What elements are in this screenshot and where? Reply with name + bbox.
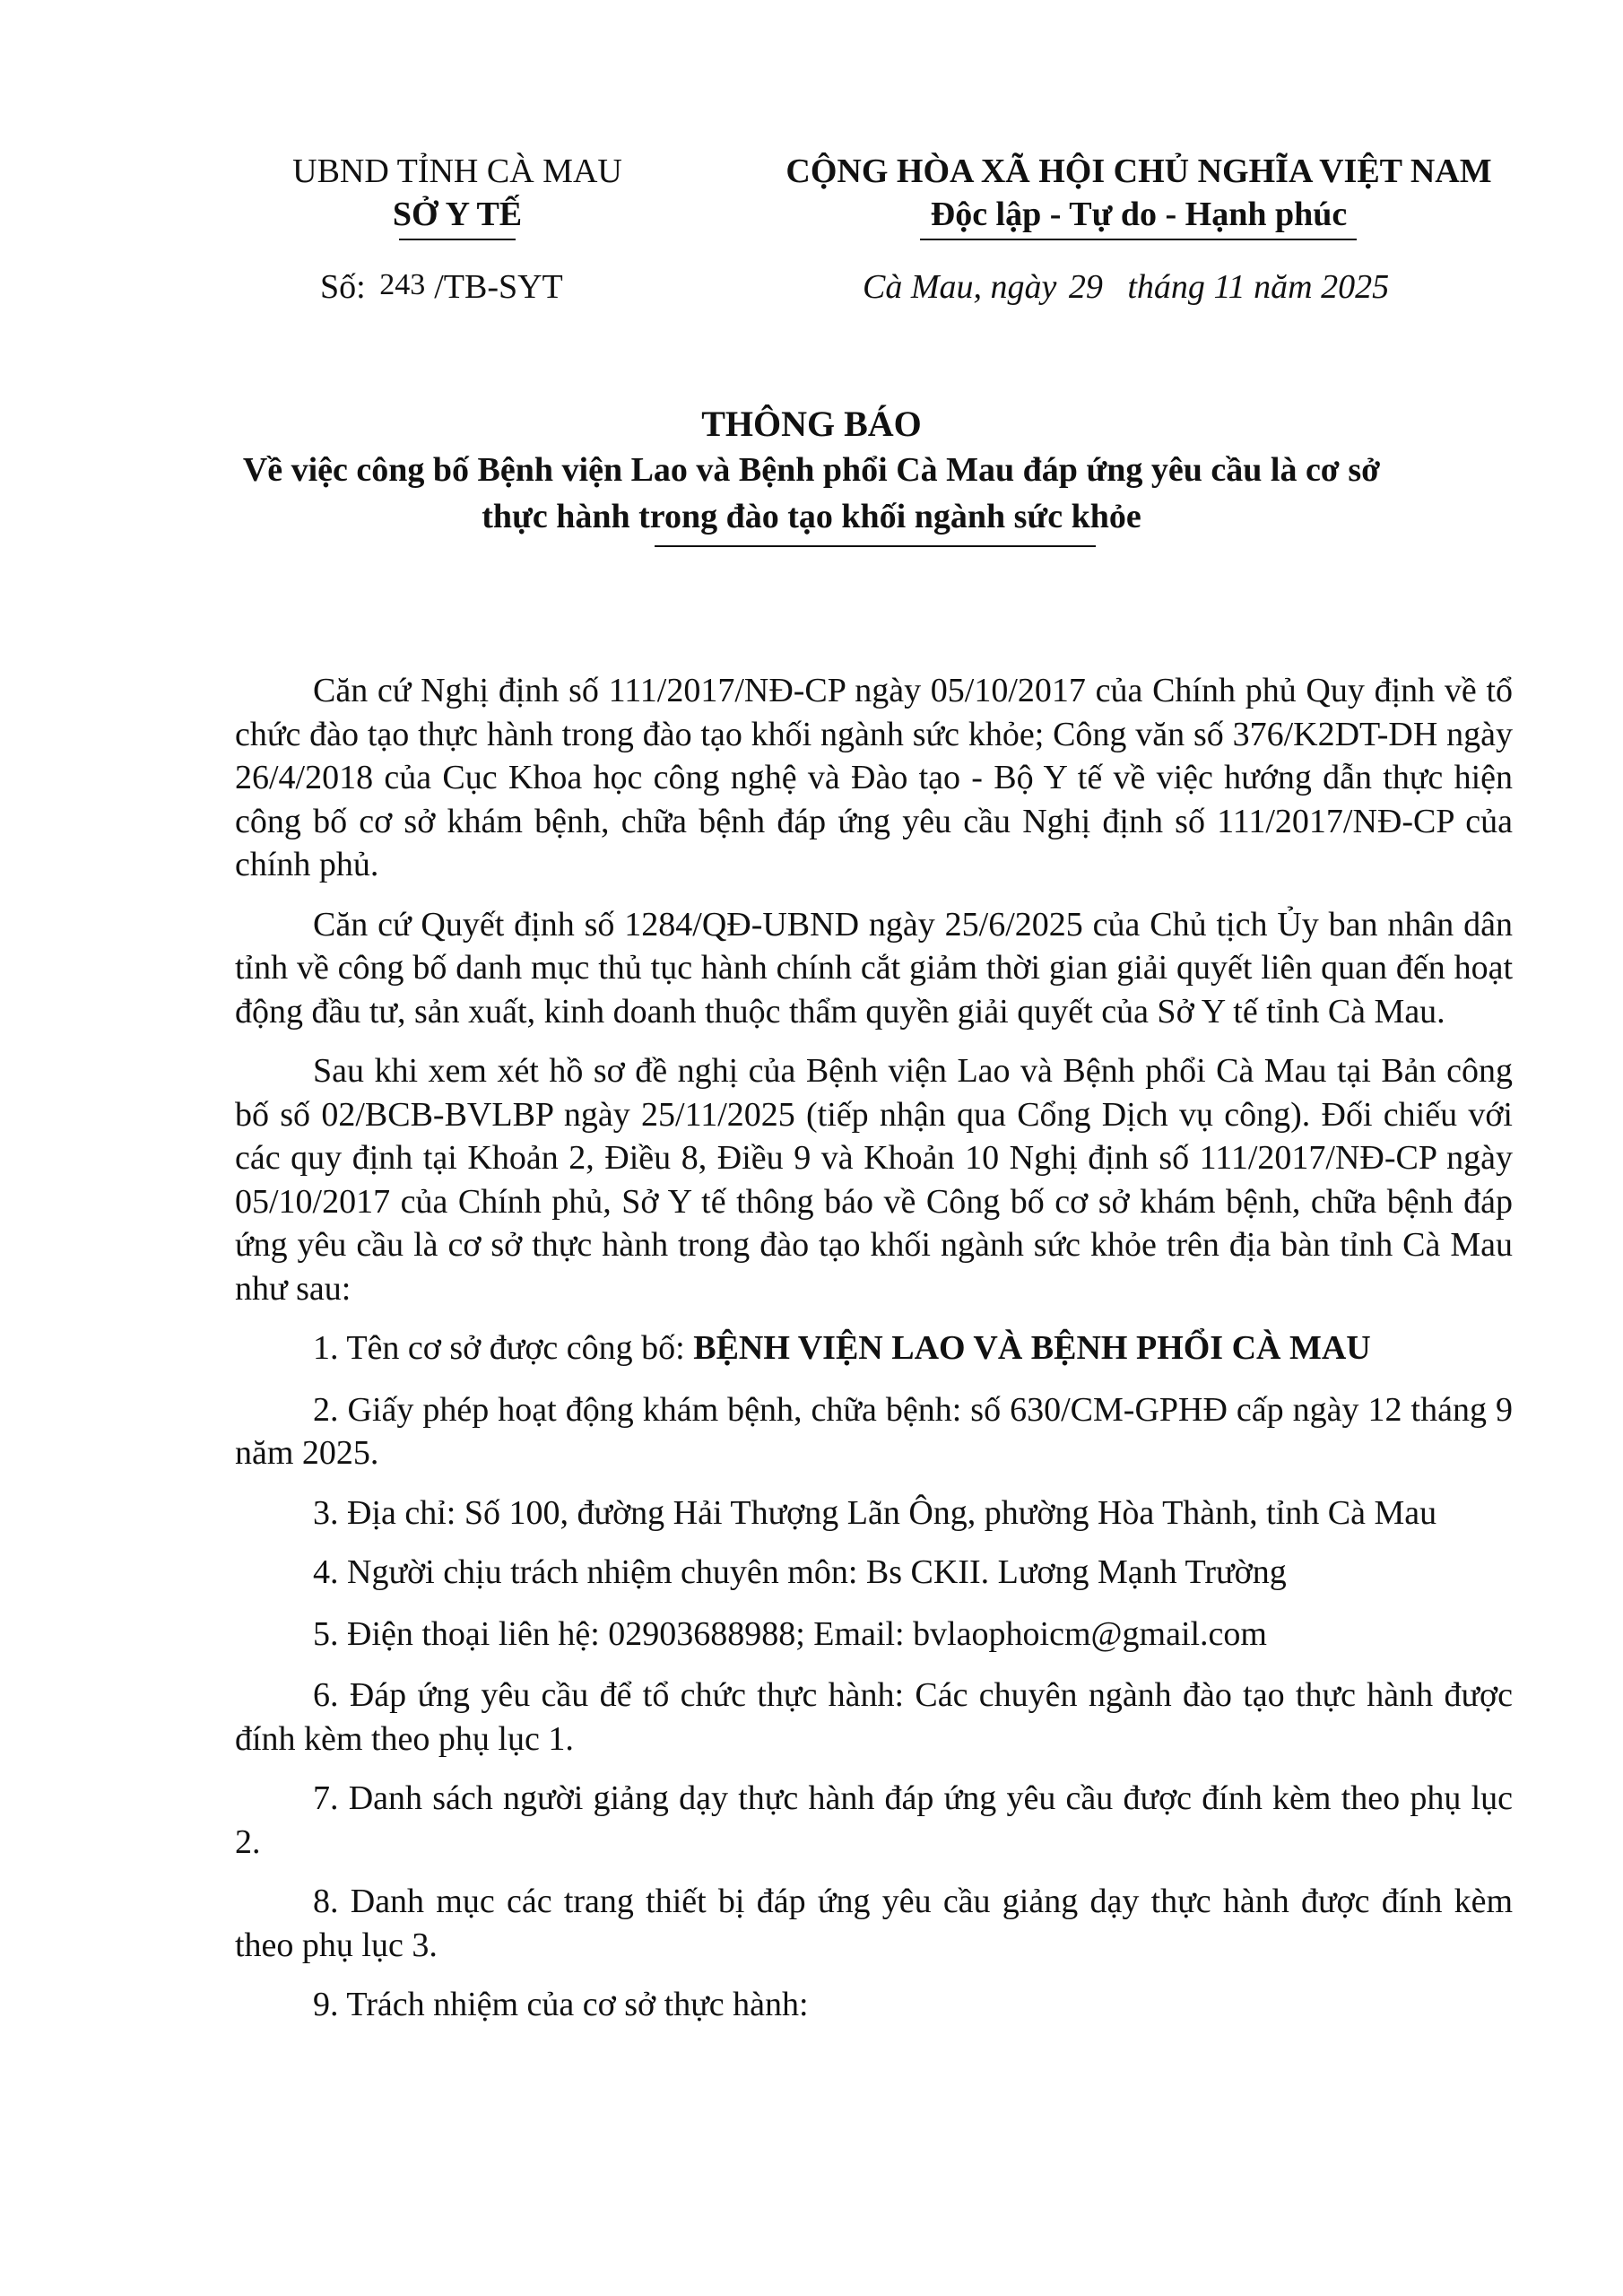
item-contact: 5. Điện thoại liên hệ: 02903688988; Email: bvlaophoicm@gmail.com <box>313 1614 1267 1653</box>
doc-number-value: 243 <box>379 268 426 301</box>
date-day: 29 <box>1068 268 1103 306</box>
legal-basis-paragraph-2: Căn cứ Quyết định số 1284/QĐ-UBND ngày 25/6/2025 của Chủ tịch Ủy ban nhân dân tỉnh về công bố danh mục thủ tục hành chính cắt giảm thời gian giải quyết liên quan đến hoạt động đầu tư, sản xuất, kinh doanh thuộc thẩm quyền giải quyết của Sở Y tế tỉnh Cà Mau. <box>235 905 1513 1031</box>
agency-name: SỞ Y TẾ <box>392 196 523 233</box>
item-facility-name <box>235 1326 1513 1370</box>
item-address: 3. Địa chỉ: Số 100, đường Hải Thượng Lãn Ông, phường Hòa Thành, tỉnh Cà Mau <box>313 1493 1437 1532</box>
item-training-specialties: 6. Đáp ứng yêu cầu để tổ chức thực hành: Các chuyên ngành đào tạo thực hành được đính kèm theo phụ lục 1. <box>235 1676 1513 1758</box>
title-underline <box>655 545 1096 547</box>
item-facility-name-label: 1. Tên cơ sở được công bố: <box>313 1329 685 1367</box>
agency-parent: UBND TỈNH CÀ MAU <box>292 152 622 190</box>
doc-number-suffix: /TB-SYT <box>434 268 563 306</box>
nation-name: CỘNG HÒA XÃ HỘI CHỦ NGHĨA VIỆT NAM <box>785 152 1492 190</box>
item-responsible-person: 4. Người chịu trách nhiệm chuyên môn: Bs CKII. Lương Mạnh Trường <box>313 1553 1287 1591</box>
item-equipment: 8. Danh mục các trang thiết bị đáp ứng yêu cầu giảng dạy thực hành được đính kèm theo phụ lục 3. <box>235 1883 1513 1964</box>
document-number <box>320 266 563 309</box>
item-license: 2. Giấy phép hoạt động khám bệnh, chữa bệnh: số 630/CM-GPHĐ cấp ngày 12 tháng 9 năm 2025. <box>235 1390 1513 1472</box>
month-label: tháng <box>1127 268 1205 306</box>
doc-number-prefix: Số: <box>320 268 366 306</box>
document-subject-line-1: Về việc công bố Bệnh viện Lao và Bệnh phổi Cà Mau đáp ứng yêu cầu là cơ sở <box>242 451 1381 489</box>
date-month: 11 <box>1213 268 1245 306</box>
agency-underline <box>399 239 516 240</box>
item-responsibilities: 9. Trách nhiệm của cơ sở thực hành: <box>313 1986 809 2023</box>
document-type: THÔNG BÁO <box>701 404 922 444</box>
national-motto: Độc lập - Tự do - Hạnh phúc <box>930 196 1348 233</box>
year-label: năm 2025 <box>1254 268 1390 306</box>
motto-underline <box>920 239 1357 240</box>
legal-basis-paragraph-1: Căn cứ Nghị định số 111/2017/NĐ-CP ngày 05/10/2017 của Chính phủ Quy định về tổ chức đào tạo thực hành trong đào tạo khối ngành sức khỏe; Công văn số 376/K2DT-DH ngày 26/4/2018 của Cục Khoa học công nghệ và Đào tạo - Bộ Y tế về việc hướng dẫn thực hiện công bố cơ sở khám bệnh, chữa bệnh đáp ứng yêu cầu Nghị định số 111/2017/NĐ-CP của chính phủ. <box>235 672 1513 883</box>
review-paragraph: Sau khi xem xét hồ sơ đề nghị của Bệnh viện Lao và Bệnh phổi Cà Mau tại Bản công bố số 02/BCB-BVLBP ngày 25/11/2025 (tiếp nhận qua Cổng Dịch vụ công). Đối chiếu với các quy định tại Khoản 2, Điều 8, Điều 9 và Khoản 10 Nghị định số 111/2017/NĐ-CP ngày 05/10/2017 của Chính phủ, Sở Y tế thông báo về Công bố cơ sở khám bệnh, chữa bệnh đáp ứng yêu cầu là cơ sở thực hành trong đào tạo khối ngành sức khỏe trên địa bàn tỉnh Cà Mau như sau: <box>235 1052 1513 1308</box>
document-body <box>235 669 1513 2045</box>
item-instructors: 7. Danh sách người giảng dạy thực hành đáp ứng yêu cầu được đính kèm theo phụ lục 2. <box>235 1779 1513 1861</box>
place-and-date <box>863 266 1389 308</box>
document-subject-line-2: thực hành trong đào tạo khối ngành sức khỏe <box>482 498 1141 535</box>
place-date-prefix: Cà Mau, ngày <box>863 268 1057 306</box>
item-facility-name-value: BỆNH VIỆN LAO VÀ BỆNH PHỔI CÀ MAU <box>693 1329 1371 1367</box>
